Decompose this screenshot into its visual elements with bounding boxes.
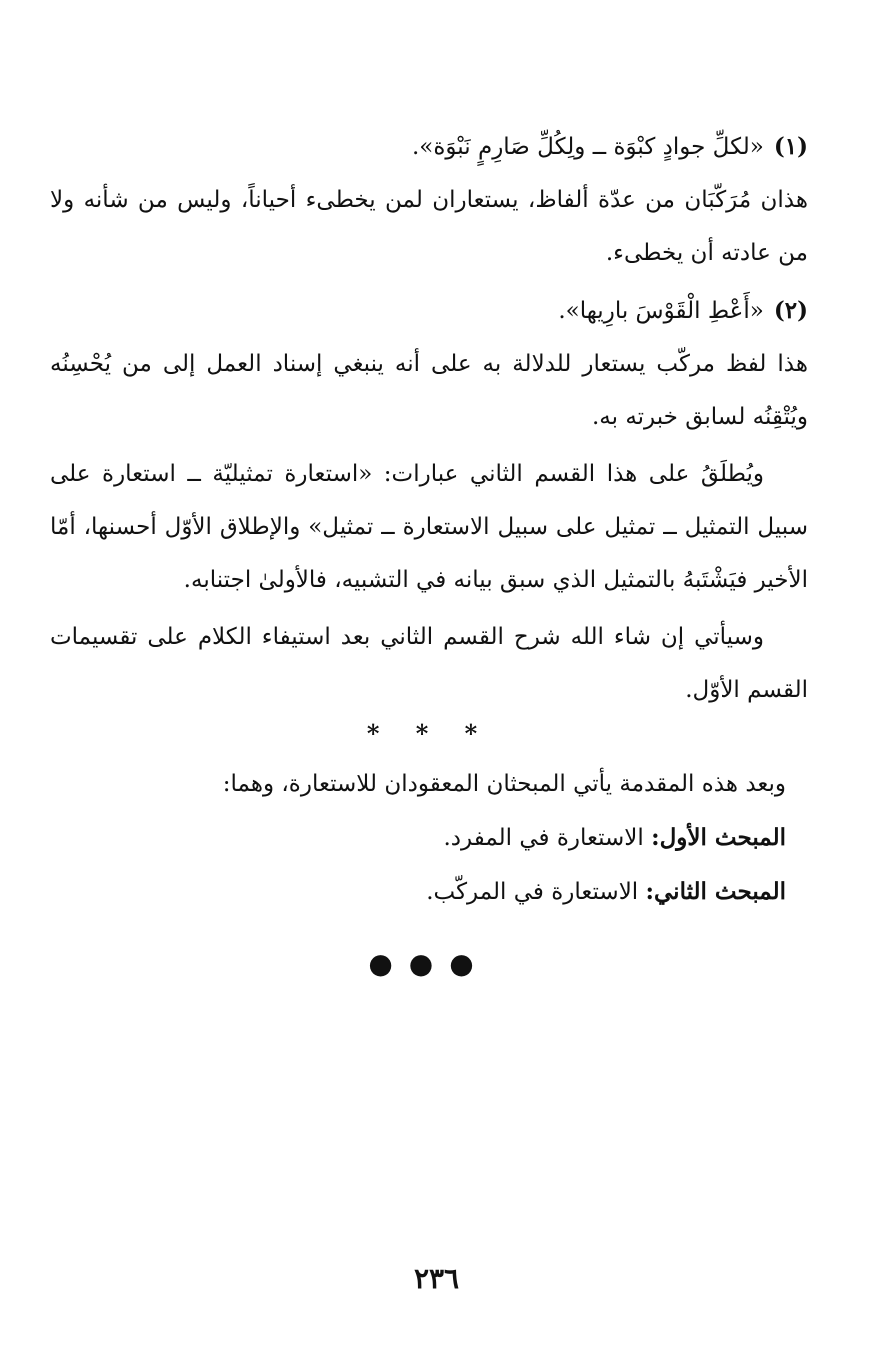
section-1-label: المبحث الأول: (651, 824, 786, 851)
section-1-line (50, 811, 808, 865)
paragraph-2: هذا لفظ مركّب يستعار للدلالة به على أنه ينبغي إسناد العمل إلى من يُحْسِنُه ويُتْقِنُه لسابق خبرته به. (50, 351, 808, 430)
section-2-line (50, 865, 808, 919)
closing-intro: وبعد هذه المقدمة يأتي المبحثان المعقودان للاستعارة، وهما: (222, 771, 786, 797)
example-1-number: (١) (773, 133, 808, 160)
example-2-number: (٢) (773, 297, 808, 324)
page-number: ٢٣٦ (413, 1262, 460, 1295)
section-2-label: المبحث الثاني: (645, 878, 786, 905)
paragraph-1: هذان مُرَكّبَان من عدّة ألفاظ، يستعاران لمن يخطىء أحياناً، وليس من شأنه ولا من عادته أن يخطىء. (50, 187, 808, 266)
paragraph-3: ويُطلَقُ على هذا القسم الثاني عبارات: «استعارة تمثيليّة ــ استعارة على سبيل التمثيل ــ تمثيل على سبيل الاستعارة ــ تمثيل» والإطلاق الأوّل أحسنها، أمّا الأخير فيَشْتَبهُ بالتمثيل الذي سبق بيانه في التشبيه، فالأولىٰ اجتنابه. (50, 461, 808, 593)
example-2 (50, 284, 808, 338)
example-1 (50, 120, 808, 174)
example-2-text: «أَعْطِ الْقَوْسَ بارِيها». (558, 298, 764, 324)
separator-stars: * * * (366, 719, 492, 748)
section-2-text: الاستعارة في المركّب. (426, 879, 639, 905)
paragraph-4: وسيأتي إن شاء الله شرح القسم الثاني بعد استيفاء الكلام على تقسيمات القسم الأوّل. (50, 624, 808, 703)
page-body (50, 120, 808, 980)
section-1-text: الاستعارة في المفرد. (443, 825, 644, 851)
end-dots: ●●● (368, 947, 490, 980)
example-1-text: «لكلِّ جوادٍ كبْوَة ــ ولِكُلِّ صَارِمٍ نَبْوَة». (411, 134, 764, 160)
